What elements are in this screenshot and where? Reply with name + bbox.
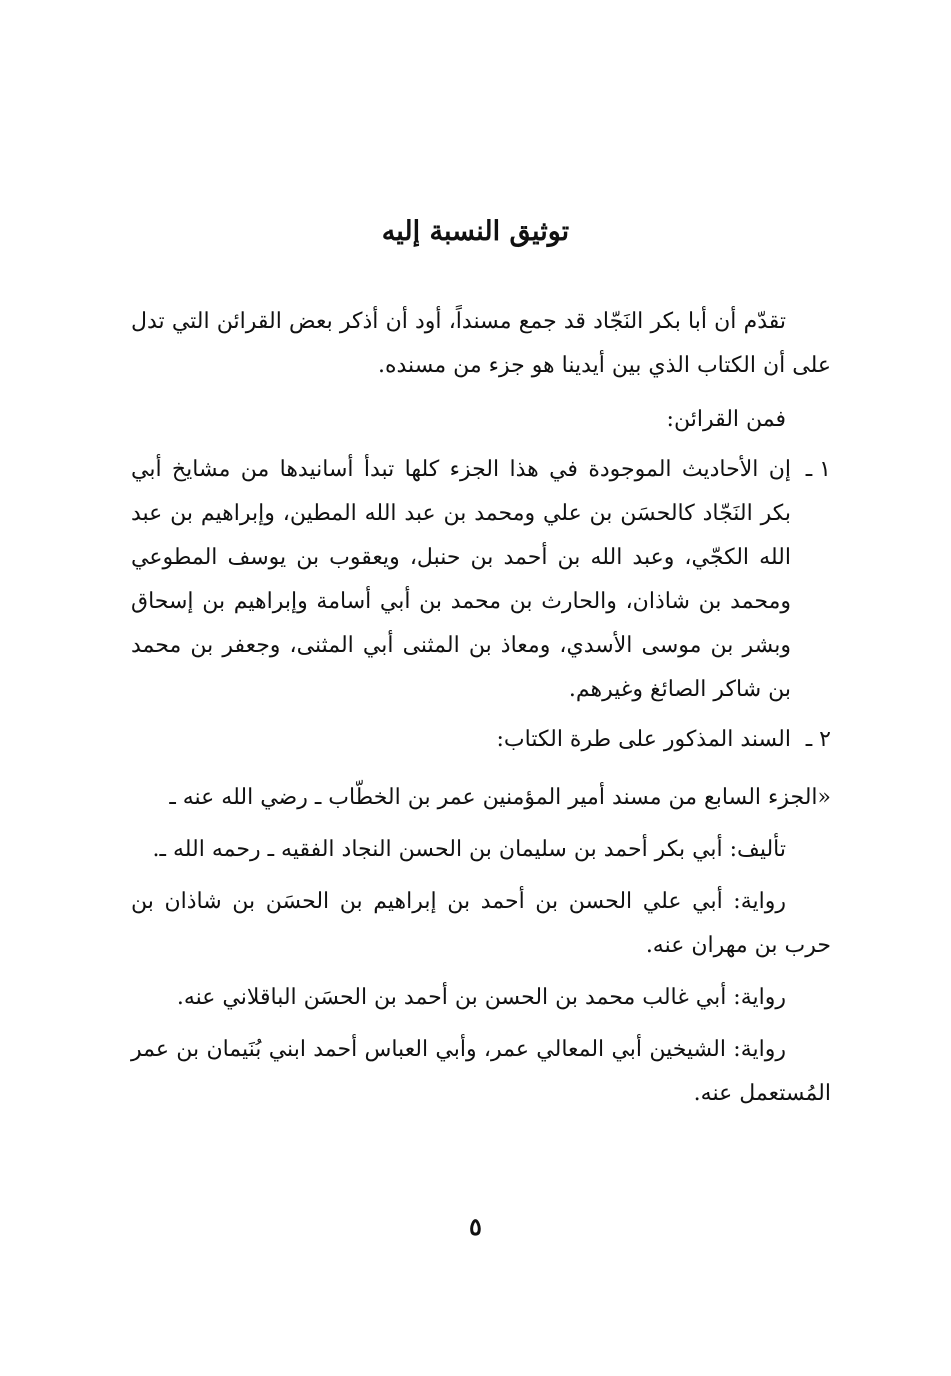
numbered-item-1 bbox=[131, 448, 831, 712]
page-body bbox=[131, 300, 831, 1116]
quote-narration: رواية: الشيخين أبي المعالي عمر، وأبي العباس أحمد ابني بُنَيمان بن عمر المُستعمل عنه. bbox=[131, 1037, 831, 1106]
page-title: توثيق النسبة إليه bbox=[381, 216, 570, 247]
item-text: إن الأحاديث الموجودة في هذا الجزء كلها تبدأ أسانيدها من مشايخ أبي بكر النَجّاد كالحسَن بن علي ومحمد بن عبد الله المطين، وإبراهيم بن عبد الله الكجّي، وعبد الله بن أحمد بن حنبل، ويعقوب بن يوسف المطوعي ومحمد بن شاذان، والحارث بن محمد بن أبي أسامة وإبراهيم بن إسحاق وبشر بن موسى الأسدي، ومعاذ بن المثنى أبي المثنى، وجعفر بن محمد بن شاكر الصائغ وغيرهم. bbox=[131, 457, 791, 702]
item-number: ٢ ـ bbox=[805, 727, 831, 752]
item-number: ١ ـ bbox=[805, 457, 831, 482]
numbered-item-2 bbox=[131, 718, 831, 762]
page-number: ٥ bbox=[469, 1212, 482, 1241]
quote-heading: «الجزء السابع من مسند أمير المؤمنين عمر بن الخطّاب ـ رضي الله عنه ـ bbox=[169, 785, 831, 810]
quote-author: تأليف: أبي بكر أحمد بن سليمان بن الحسن النجاد الفقيه ـ رحمه الله ـ. bbox=[152, 837, 786, 862]
quote-narration: رواية: أبي علي الحسن بن أحمد بن إبراهيم بن الحسَن بن شاذان بن حرب بن مهران عنه. bbox=[131, 889, 831, 958]
clues-heading: فمن القرائن: bbox=[666, 407, 786, 432]
quote-narration: رواية: أبي غالب محمد بن الحسن بن أحمد بن الحسَن الباقلاني عنه. bbox=[176, 985, 786, 1010]
title-page-quote bbox=[131, 776, 831, 1116]
item-text: السند المذكور على طرة الكتاب: bbox=[496, 727, 791, 752]
intro-paragraph: تقدّم أن أبا بكر النَجّاد قد جمع مسنداً، أود أن أذكر بعض القرائن التي تدل على أن الكتاب الذي بين أيدينا هو جزء من مسنده. bbox=[131, 309, 831, 378]
